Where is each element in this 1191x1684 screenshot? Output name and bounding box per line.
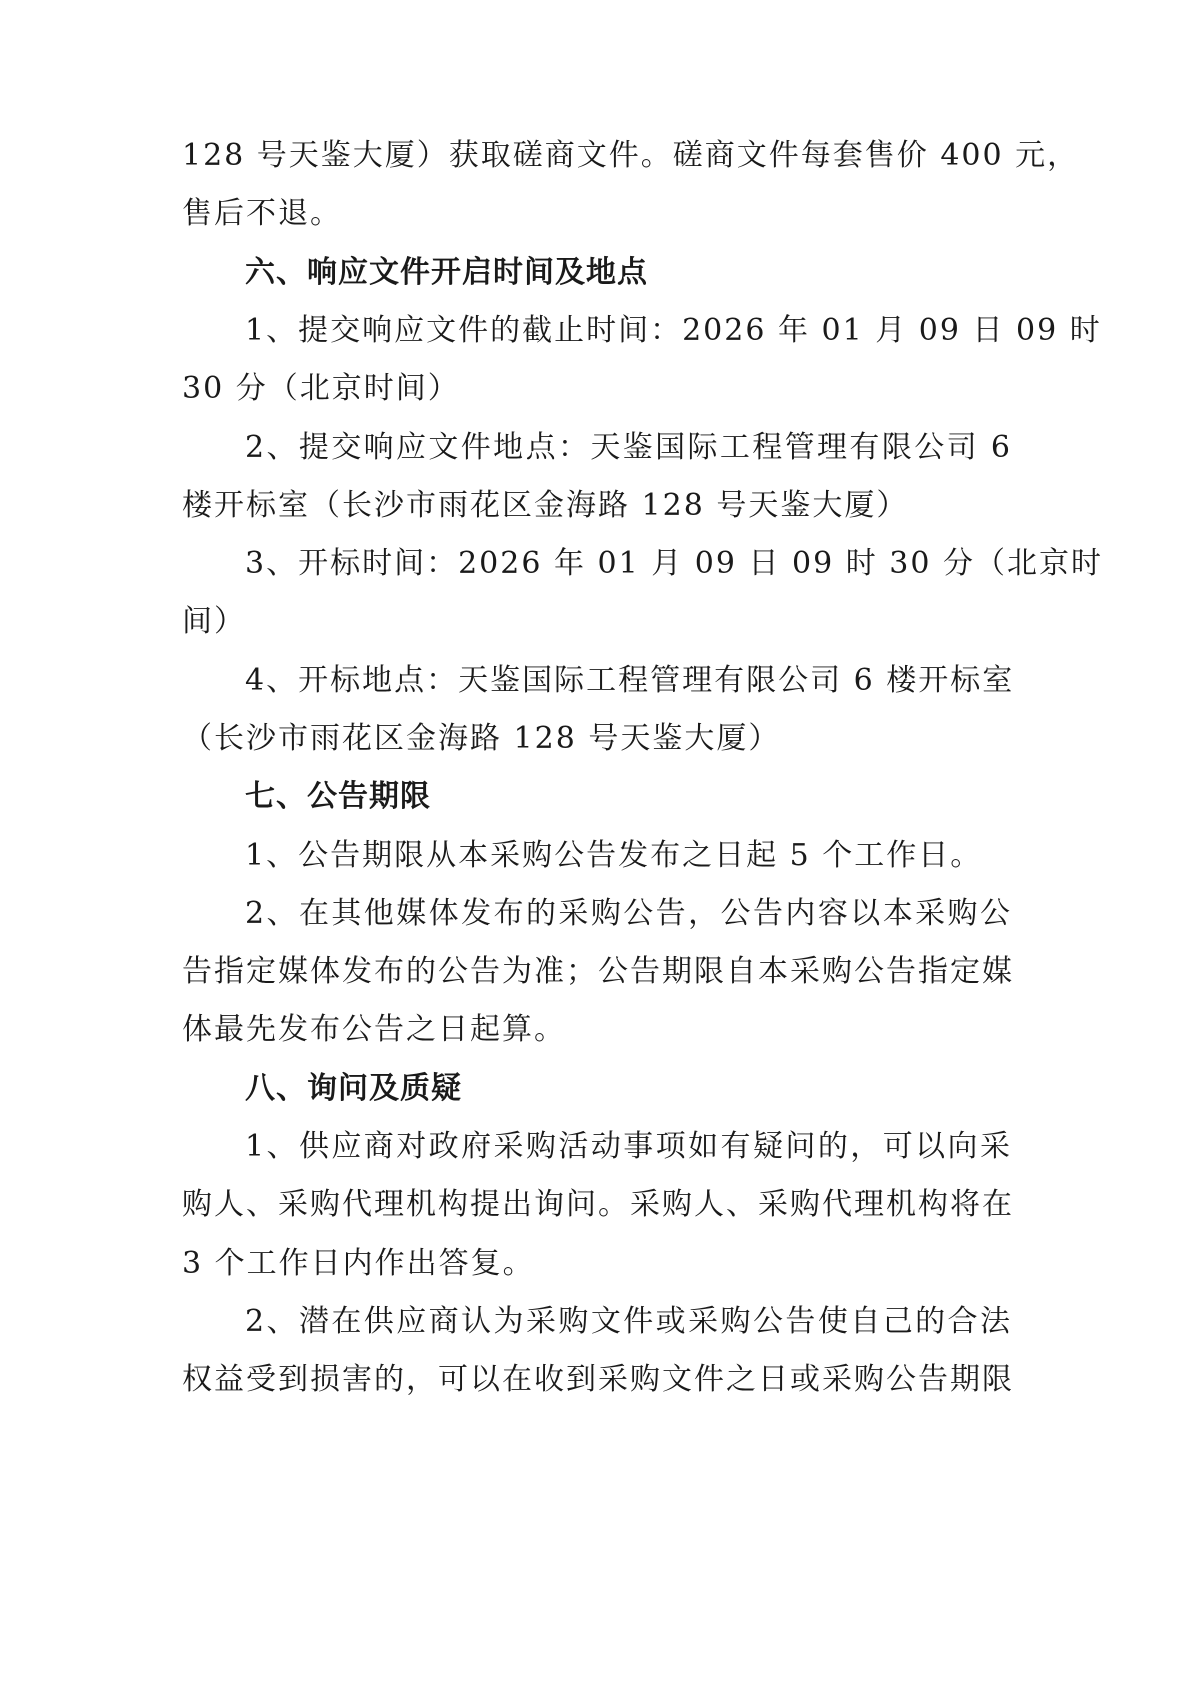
- body-text-line: 1、提交响应文件的截止时间：2026 年 01 月 09 日 09 时: [245, 313, 1102, 348]
- body-text-line: 体最先发布公告之日起算。: [182, 1012, 566, 1047]
- body-text-line: 3 个工作日内作出答复。: [182, 1246, 535, 1281]
- section-heading-6: 六、响应文件开启时间及地点: [245, 255, 648, 290]
- body-text-line: 4、开标地点：天鉴国际工程管理有限公司 6 楼开标室: [245, 663, 1015, 698]
- body-text-line: （长沙市雨花区金海路 128 号天鉴大厦）: [182, 721, 781, 756]
- body-text-line: 30 分（北京时间）: [182, 371, 460, 406]
- body-text-line: 告指定媒体发布的公告为准；公告期限自本采购公告指定媒: [182, 954, 1014, 989]
- body-text-line: 权益受到损害的，可以在收到采购文件之日或采购公告期限: [182, 1362, 1014, 1397]
- body-text-line: 楼开标室（长沙市雨花区金海路 128 号天鉴大厦）: [182, 488, 909, 523]
- section-heading-7: 七、公告期限: [245, 779, 431, 814]
- body-text-line: 1、供应商对政府采购活动事项如有疑问的，可以向采: [245, 1129, 1012, 1164]
- body-text-line: 购人、采购代理机构提出询问。采购人、采购代理机构将在: [182, 1187, 1014, 1222]
- section-heading-8: 八、询问及质疑: [245, 1071, 462, 1106]
- body-text-line: 2、潜在供应商认为采购文件或采购公告使自己的合法: [245, 1304, 1012, 1339]
- body-text-line: 3、开标时间：2026 年 01 月 09 日 09 时 30 分（北京时: [245, 546, 1103, 581]
- body-text-line: 售后不退。: [182, 196, 342, 231]
- body-text-line: 128 号天鉴大厦）获取磋商文件。磋商文件每套售价 400 元，: [182, 138, 1080, 173]
- body-text-line: 2、提交响应文件地点：天鉴国际工程管理有限公司 6: [245, 430, 1012, 465]
- body-text-line: 2、在其他媒体发布的采购公告，公告内容以本采购公: [245, 896, 1012, 931]
- body-text-line: 间）: [182, 604, 246, 639]
- body-text-line: 1、公告期限从本采购公告发布之日起 5 个工作日。: [245, 838, 983, 873]
